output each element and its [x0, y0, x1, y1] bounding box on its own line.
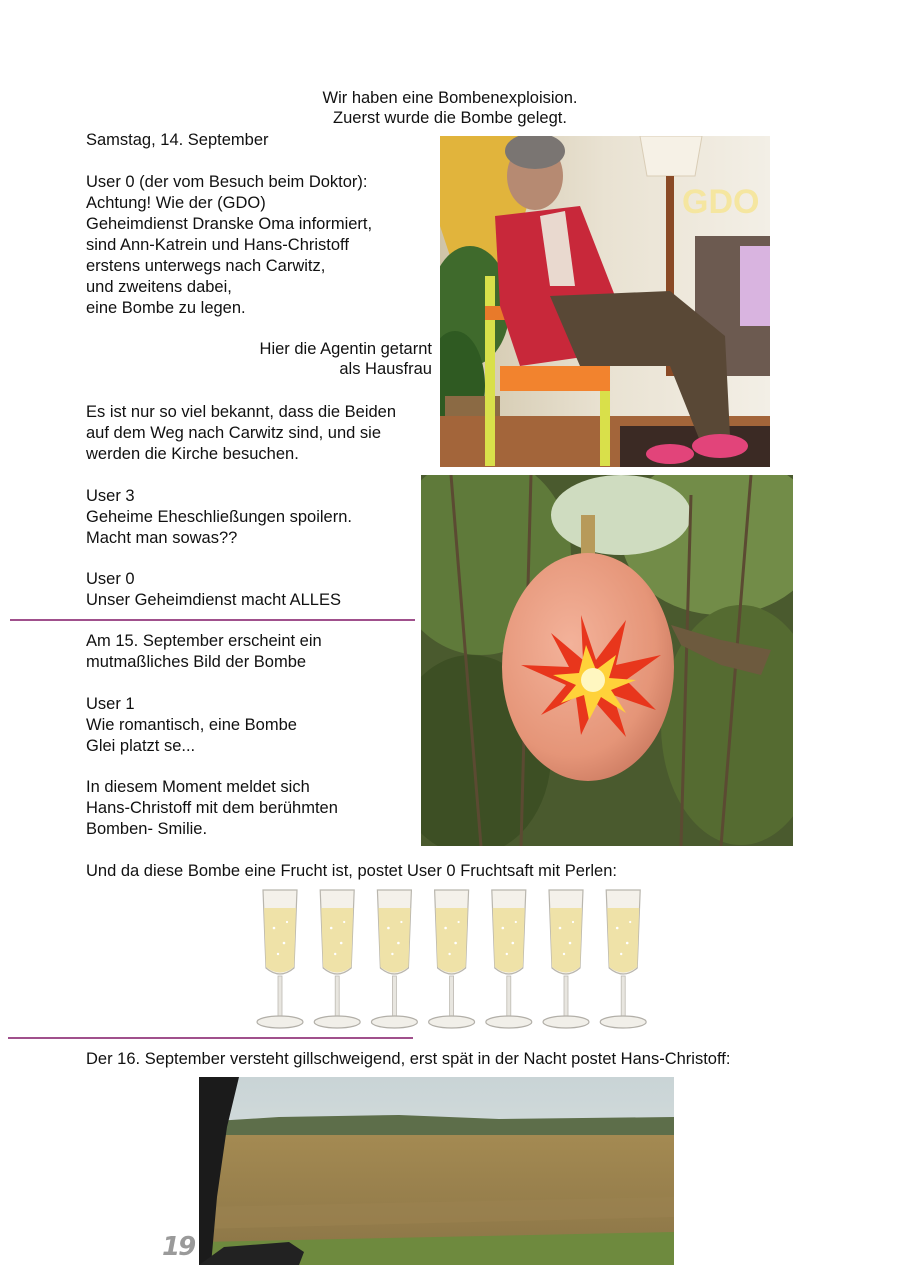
champagne-glass-icon — [429, 890, 475, 1028]
champagne-glass-icon — [257, 890, 303, 1028]
user3-name: User 3 — [86, 487, 135, 505]
message-line: sind Ann-Katrein und Hans-Christoff — [86, 236, 349, 254]
moment-line: Bomben- Smilie. — [86, 820, 208, 838]
moment-line: In diesem Moment meldet sich — [86, 778, 310, 796]
user3-line: Macht man sowas?? — [86, 529, 238, 547]
header-line-2: Zuerst wurde die Bombe gelegt. — [333, 109, 567, 127]
section-divider-2 — [8, 1037, 413, 1039]
agent-photo — [440, 136, 770, 467]
champagne-glass-icon — [486, 890, 532, 1028]
champagne-glasses — [252, 888, 648, 1030]
champagne-glass-icon — [543, 890, 589, 1028]
header-line-1: Wir haben eine Bombenexploision. — [322, 89, 578, 107]
message-line: erstens unterwegs nach Carwitz, — [86, 257, 326, 275]
user1-name: User 1 — [86, 695, 135, 713]
sec2-line: Am 15. September erscheint ein — [86, 632, 322, 650]
message-line: Geheimdienst Dranske Oma informiert, — [86, 215, 373, 233]
user1-line: Wie romantisch, eine Bombe — [86, 716, 297, 734]
field-photo — [199, 1077, 674, 1265]
photo-caption-1: Hier die Agentin getarnt — [259, 340, 432, 358]
bomb-photo — [421, 475, 793, 846]
user0-line: Unser Geheimdienst macht ALLES — [86, 591, 341, 609]
known-line: Es ist nur so viel bekannt, dass die Beiden — [86, 403, 397, 421]
user1-line: Glei platzt se... — [86, 737, 196, 755]
gdo-label: GDO — [682, 183, 760, 221]
known-line: werden die Kirche besuchen. — [86, 445, 299, 463]
sec3-line: Der 16. September versteht gillschweigend, erst spät in der Nacht postet Hans-Christoff: — [86, 1050, 731, 1068]
user0-name: User 0 — [86, 570, 135, 588]
date-heading-14: Samstag, 14. September — [86, 131, 269, 149]
gdo-message — [86, 172, 372, 319]
section-divider-1 — [10, 619, 415, 621]
moment-line: Hans-Christoff mit dem berühmten — [86, 799, 338, 817]
message-line: eine Bombe zu legen. — [86, 299, 246, 317]
message-line: Achtung! Wie der (GDO) — [86, 194, 266, 212]
photo-caption-2: als Hausfrau — [339, 360, 432, 378]
message-line: und zweitens dabei, — [86, 278, 232, 296]
sec2-line: mutmaßliches Bild der Bombe — [86, 653, 307, 671]
fruit-line: Und da diese Bombe eine Frucht ist, postet User 0 Fruchtsaft mit Perlen: — [86, 862, 617, 880]
message-line: User 0 (der vom Besuch beim Doktor): — [86, 173, 368, 191]
champagne-glass-icon — [314, 890, 360, 1028]
known-line: auf dem Weg nach Carwitz sind, und sie — [86, 424, 382, 442]
champagne-glass-icon — [371, 890, 417, 1028]
page-number: 19 — [162, 1232, 195, 1262]
champagne-glass-icon — [600, 890, 646, 1028]
user3-line: Geheime Eheschließungen spoilern. — [86, 508, 352, 526]
